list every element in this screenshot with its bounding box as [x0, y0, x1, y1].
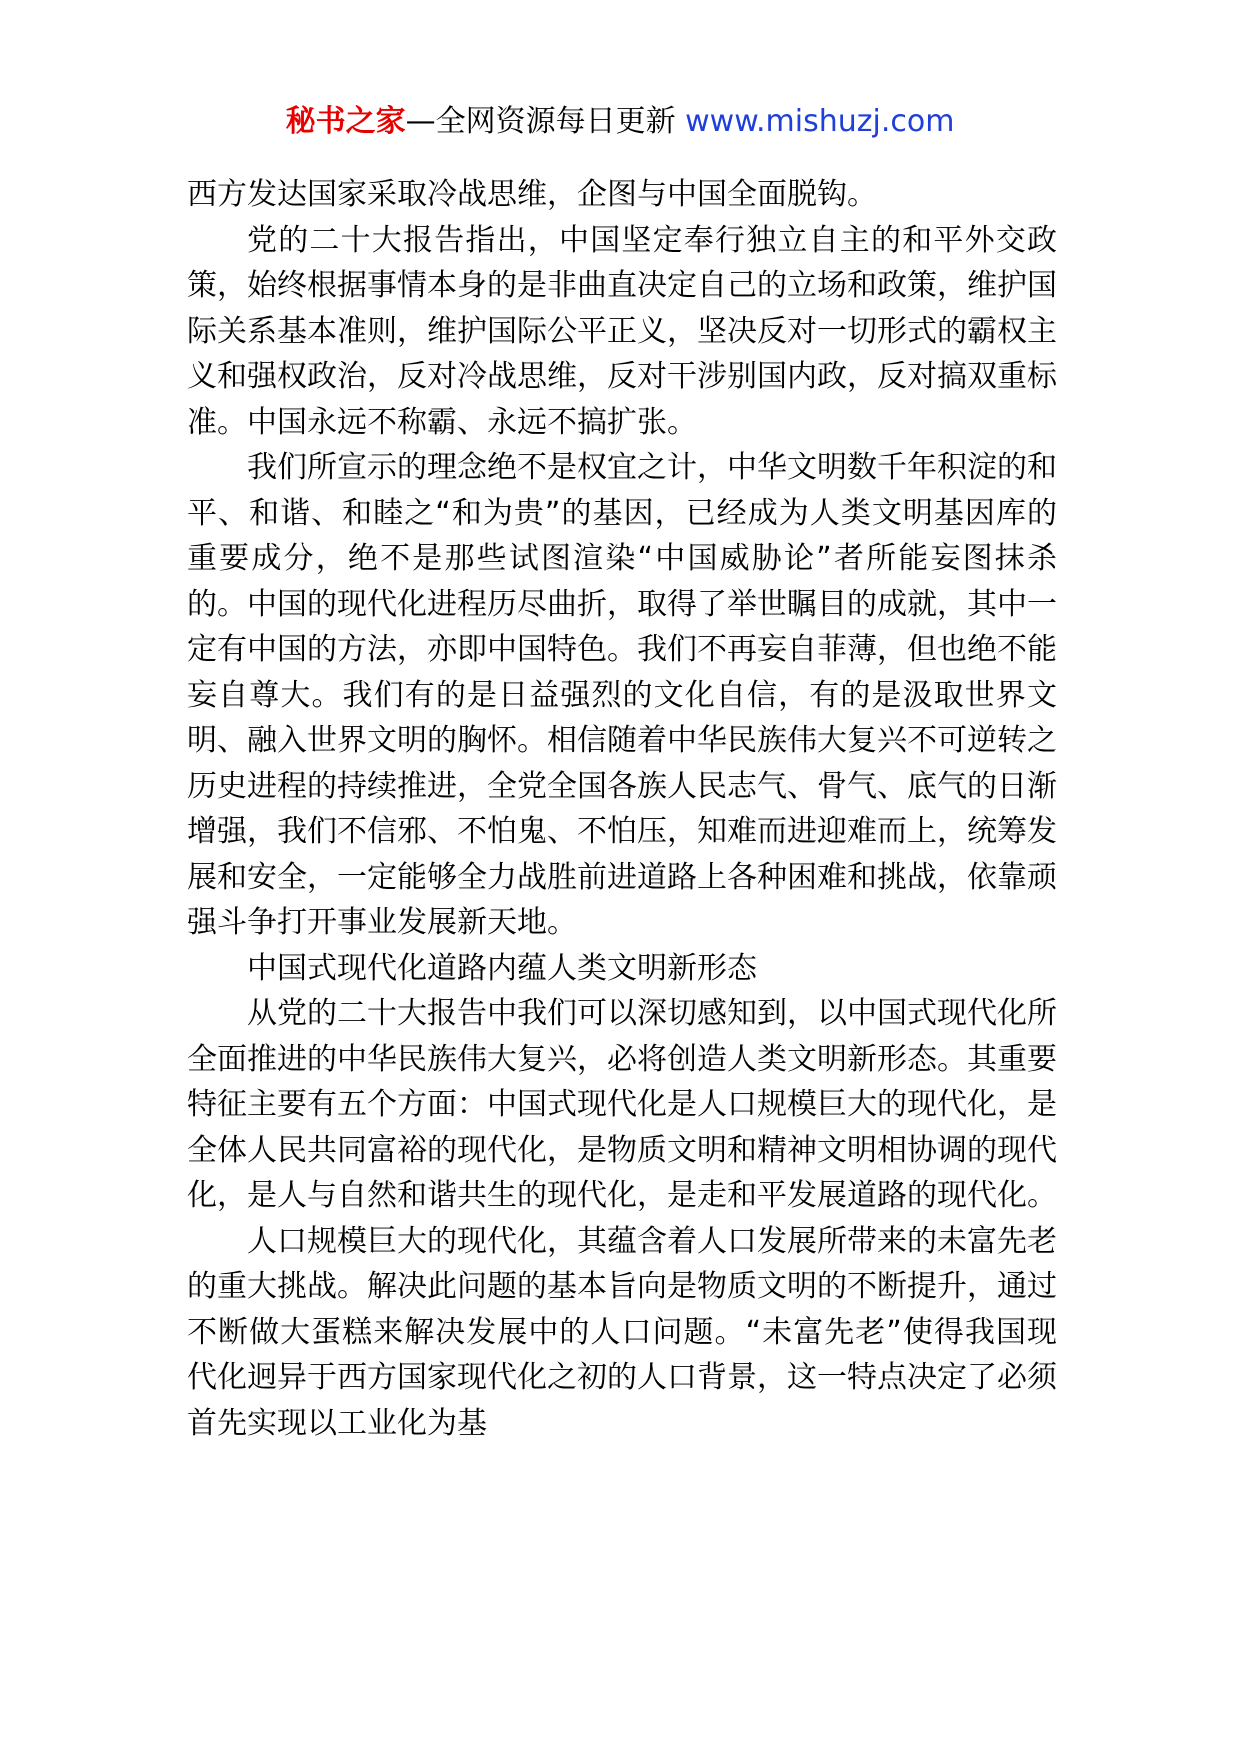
paragraph-five-features: 从党的二十大报告中我们可以深切感知到，以中国式现代化所全面推进的中华民族伟大复兴，必将创造人类文明新形态。其重要特征主要有五个方面：中国式现代化是人口规模巨大的现代化，是全体人民共同富裕的现代化，是物质文明和精神文明相协调的现代化，是人与自然和谐共生的现代化，是走和平发展道路的现代化。: [187, 996, 1057, 1213]
section-heading: 中国式现代化道路内蕴人类文明新形态: [247, 950, 757, 986]
site-url-link[interactable]: www.mishuzj.com: [685, 104, 955, 139]
brand-name: 秘书之家: [285, 104, 406, 139]
paragraph-population: 人口规模巨大的现代化，其蕴含着人口发展所带来的未富先老的重大挑战。解决此问题的基本旨向是物质文明的不断提升，通过不断做大蛋糕来解决发展中的人口问题。“未富先老”使得我国现代化迥异于西方国家现代化之初的人口背景，这一特点决定了必须首先实现以工业化为基: [187, 1223, 1057, 1441]
paragraph-foreign-policy: 党的二十大报告指出，中国坚定奉行独立自主的和平外交政策，始终根据事情本身的是非曲直决定自己的立场和政策，维护国际关系基本准则，维护国际公平正义，坚决反对一切形式的霸权主义和强权政治，反对冷战思维，反对干涉别国内政，反对搞双重标准。中国永远不称霸、永远不搞扩张。: [187, 222, 1057, 440]
paragraph-continuation: 西方发达国家采取冷战思维，企图与中国全面脱钩。: [187, 177, 877, 212]
paragraph-civilization-concept: 我们所宣示的理念绝不是权宜之计，中华文明数千年积淀的和平、和谐、和睦之“和为贵”的基因，已经成为人类文明基因库的重要成分，绝不是那些试图渲染“中国威胁论”者所能妄图抹杀的。中国的现代化进程历尽曲折，取得了举世瞩目的成就，其中一定有中国的方法，亦即中国特色。我们不再妄自菲薄，但也绝不能妄自尊大。我们有的是日益强烈的文化自信，有的是汲取世界文明、融入世界文明的胸怀。相信随着中华民族伟大复兴不可逆转之历史进程的持续推进，全党全国各族人民志气、骨气、底气的日渐增强，我们不信邪、不怕鬼、不怕压，知难而进迎难而上，统筹发展和安全，一定能够全力战胜前进道路上各种困难和挑战，依靠顽强斗争打开事业发展新天地。: [187, 450, 1057, 940]
header-tagline: —全网资源每日更新: [405, 104, 686, 139]
page-header: [0, 100, 1240, 144]
document-body: [187, 172, 1057, 1446]
